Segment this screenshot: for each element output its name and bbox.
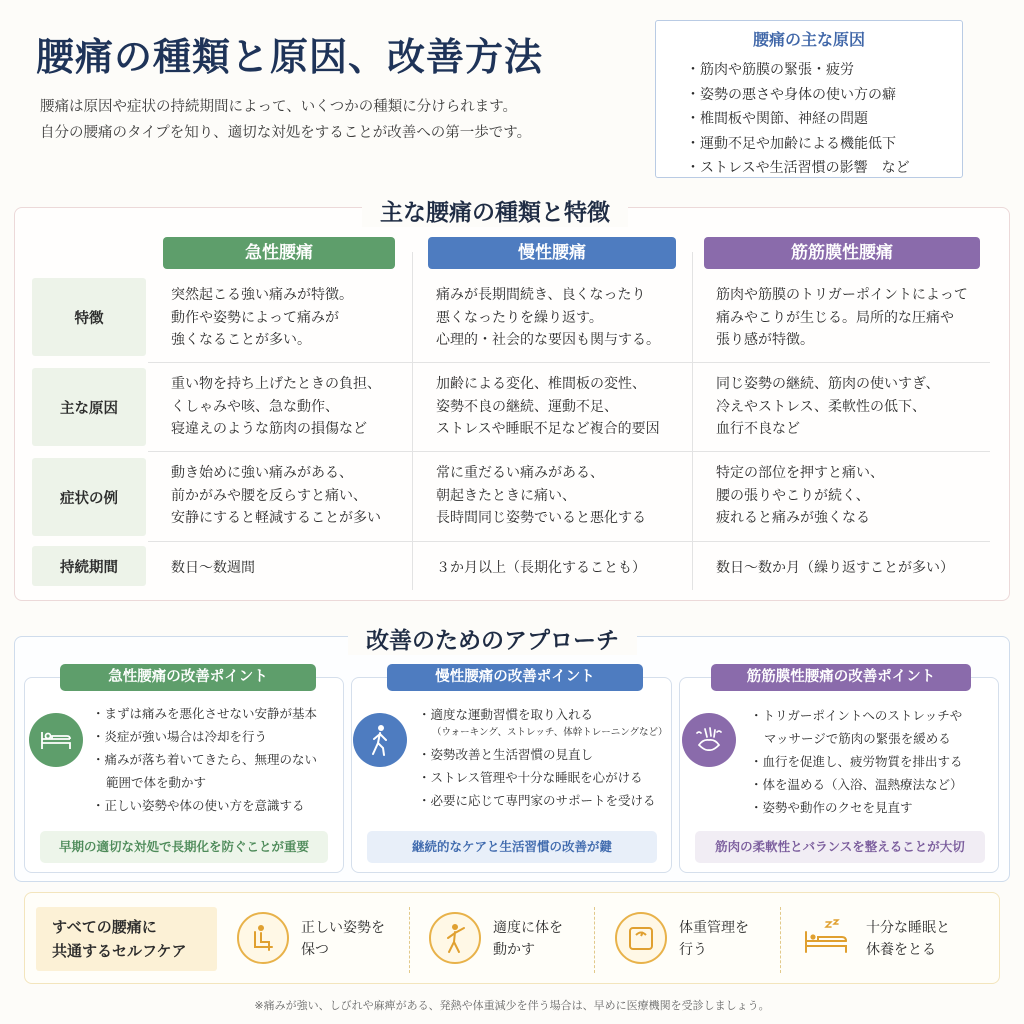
sitting-posture-icon	[237, 912, 289, 964]
list-item-continuation: 範囲で体を動かす	[106, 775, 207, 790]
sleeping-icon	[801, 912, 853, 964]
cell-line: 動き始めに強い痛みがある、	[171, 465, 353, 481]
selfcare-text-line: 休養をとる	[866, 942, 936, 958]
list-item: ・ 適度な運動習慣を取り入れる	[418, 703, 668, 726]
cell-line: 突然起こる強い痛みが特徴。	[171, 287, 353, 303]
list-item: ・ 姿勢改善と生活習慣の見直し	[418, 743, 668, 766]
divider	[780, 907, 781, 973]
column-head-acute: 急性腰痛	[163, 237, 395, 269]
column-head-myofascial: 筋筋膜性腰痛	[704, 237, 980, 269]
column-head-chronic: 慢性腰痛	[428, 237, 676, 269]
stretching-person-icon	[429, 912, 481, 964]
cell-line: 常に重だるい痛みがある、	[436, 465, 604, 481]
table-cell	[716, 373, 939, 441]
massage-hand-icon	[682, 713, 736, 767]
cell-line: 張り感が特徴。	[716, 332, 814, 348]
column-divider	[412, 252, 413, 590]
cell-line: 痛みやこりが生じる。局所的な圧痛や	[716, 309, 954, 326]
scale-icon	[615, 912, 667, 964]
cell-line: 同じ姿勢の継続、筋肉の使いすぎ、	[716, 376, 940, 392]
approach-section-title: 改善のためのアプローチ	[348, 622, 637, 655]
table-cell	[716, 462, 884, 530]
cell-line: 安静にすると軽減することが多い	[171, 510, 381, 526]
types-section-title: 主な腰痛の種類と特徴	[362, 194, 628, 227]
divider	[409, 907, 410, 973]
list-item: ・ 姿勢や動作のクセを見直す	[750, 796, 963, 819]
cell-line: 腰の張りやこりが続く、	[716, 487, 870, 504]
cause-item: ・ ストレスや生活習慣の影響 など	[686, 156, 962, 181]
row-label-cause: 主な原因	[32, 368, 146, 446]
cell-line: 疲れると痛みが強くなる	[716, 510, 870, 526]
list-item: ・ 炎症が強い場合は冷却を行う	[92, 725, 317, 748]
selfcare-text-line: 保つ	[301, 942, 329, 958]
selfcare-item-weight	[679, 917, 749, 961]
table-cell: 数日〜数週間	[171, 560, 255, 576]
table-cell	[716, 284, 968, 352]
bed-rest-icon	[29, 713, 83, 767]
main-causes-list	[686, 58, 962, 181]
cell-line: 加齢による変化、椎間板の変性、	[436, 376, 646, 392]
cell-line: 重い物を持ち上げたときの負担、	[171, 376, 381, 392]
row-divider	[148, 451, 990, 452]
table-cell	[171, 373, 381, 441]
selfcare-item-movement	[493, 917, 563, 961]
chronic-point-list	[418, 703, 668, 812]
selfcare-text-line: 十分な睡眠と	[866, 920, 950, 936]
cause-item: ・ 姿勢の悪さや身体の使い方の癖	[686, 83, 962, 108]
cell-line: 特定の部位を押すと痛い、	[716, 465, 884, 481]
list-item: ・ まずは痛みを悪化させない安静が基本	[92, 702, 317, 725]
list-item: ・ 正しい姿勢や体の使い方を意識する	[92, 794, 317, 817]
main-causes-title: 腰痛の主な原因	[752, 30, 865, 49]
intro-text	[40, 94, 531, 146]
footnote: ※痛みが強い、しびれや麻痺がある、発熱や体重減少を伴う場合は、早めに医療機関を受診しましょう。	[254, 999, 770, 1012]
cell-line: 寝違えのような筋肉の損傷など	[171, 421, 367, 437]
cell-line: くしゃみや咳、急な動作、	[171, 398, 339, 415]
cell-line: 筋肉や筋膜のトリガーポイントによって	[716, 287, 968, 303]
table-cell	[171, 284, 353, 352]
cell-line: 血行不良など	[716, 421, 800, 437]
myofascial-key-message: 筋肉の柔軟性とバランスを整えることが大切	[695, 831, 985, 863]
cause-item: ・ 筋肉や筋膜の緊張・疲労	[686, 58, 962, 83]
selfcare-item-sleep	[866, 917, 950, 961]
intro-line: 腰痛は原因や症状の持続期間によって、いくつかの種類に分けられます。	[40, 99, 518, 115]
chronic-key-message: 継続的なケアと生活習慣の改善が鍵	[367, 831, 657, 863]
column-divider	[692, 252, 693, 590]
cause-item: ・ 運動不足や加齢による機能低下	[686, 132, 962, 157]
cause-item: ・ 椎間板や関節、神経の問題	[686, 107, 962, 132]
page-title: 腰痛の種類と原因、改善方法	[36, 34, 544, 79]
acute-key-message: 早期の適切な対処で長期化を防ぐことが重要	[40, 831, 328, 863]
cell-line: 姿勢不良の継続、運動不足、	[436, 398, 618, 415]
selfcare-item-posture	[301, 917, 385, 961]
list-item: ・ ストレス管理や十分な睡眠を心がける	[418, 766, 668, 789]
list-item: ・ トリガーポイントへのストレッチや	[750, 704, 963, 727]
cell-line: ストレスや睡眠不足など複合的要因	[436, 421, 660, 437]
table-cell	[171, 462, 381, 530]
list-item: ・ 痛みが落ち着いてきたら、無理のない	[92, 748, 317, 771]
selfcare-text-line: 動かす	[493, 942, 535, 958]
intro-line: 自分の腰痛のタイプを知り、適切な対処をすることが改善への第一歩です。	[40, 125, 532, 141]
acute-point-list	[92, 702, 317, 817]
list-item: ・ 血行を促進し、疲労物質を排出する	[750, 750, 963, 773]
selfcare-text-line: 適度に体を	[493, 920, 563, 936]
row-divider	[148, 362, 990, 363]
myofascial-point-list	[750, 704, 963, 819]
myofascial-card-title: 筋筋膜性腰痛の改善ポイント	[711, 664, 971, 691]
walking-icon	[353, 713, 407, 767]
table-cell: 数日〜数か月（繰り返すことが多い）	[716, 560, 954, 576]
row-label-symptom: 症状の例	[32, 458, 146, 536]
cell-line: 動作や姿勢によって痛みが	[171, 309, 339, 326]
table-cell	[436, 373, 660, 441]
row-label-duration: 持続期間	[32, 546, 146, 586]
acute-card-title: 急性腰痛の改善ポイント	[60, 664, 316, 691]
cell-line: 強くなることが多い。	[171, 332, 311, 348]
cell-line: 心理的・社会的な要因も関与する。	[436, 332, 660, 348]
selfcare-label	[36, 907, 217, 971]
selfcare-text-line: 行う	[679, 942, 707, 958]
list-item: ・ 必要に応じて専門家のサポートを受ける	[418, 789, 668, 812]
list-item-subnote: （ウォーキング、ストレッチ、体幹トレーニングなど）	[432, 727, 668, 738]
cell-line: 前かがみや腰を反らすと痛い、	[171, 487, 367, 504]
selfcare-text-line: 体重管理を	[679, 920, 749, 936]
chronic-card-title: 慢性腰痛の改善ポイント	[387, 664, 643, 691]
row-label-feature: 特徴	[32, 278, 146, 356]
table-cell	[436, 462, 646, 530]
list-item: ・ 体を温める（入浴、温熱療法など）	[750, 773, 963, 796]
cell-line: 冷えやストレス、柔軟性の低下、	[716, 398, 926, 415]
divider	[594, 907, 595, 973]
table-cell: ３か月以上（長期化することも）	[436, 560, 646, 576]
selfcare-label-line: 共通するセルフケア	[52, 942, 187, 960]
table-cell	[436, 284, 660, 352]
cell-line: 長時間同じ姿勢でいると悪化する	[436, 510, 646, 526]
list-item-continuation: マッサージで筋肉の緊張を緩める	[764, 731, 951, 746]
selfcare-label-line: すべての腰痛に	[52, 918, 157, 936]
main-causes-box	[655, 20, 963, 178]
cell-line: 悪くなったりを繰り返す。	[436, 309, 603, 326]
row-divider	[148, 541, 990, 542]
cell-line: 朝起きたときに痛い、	[436, 487, 576, 504]
cell-line: 痛みが長期間続き、良くなったり	[436, 287, 646, 303]
selfcare-text-line: 正しい姿勢を	[301, 920, 385, 936]
